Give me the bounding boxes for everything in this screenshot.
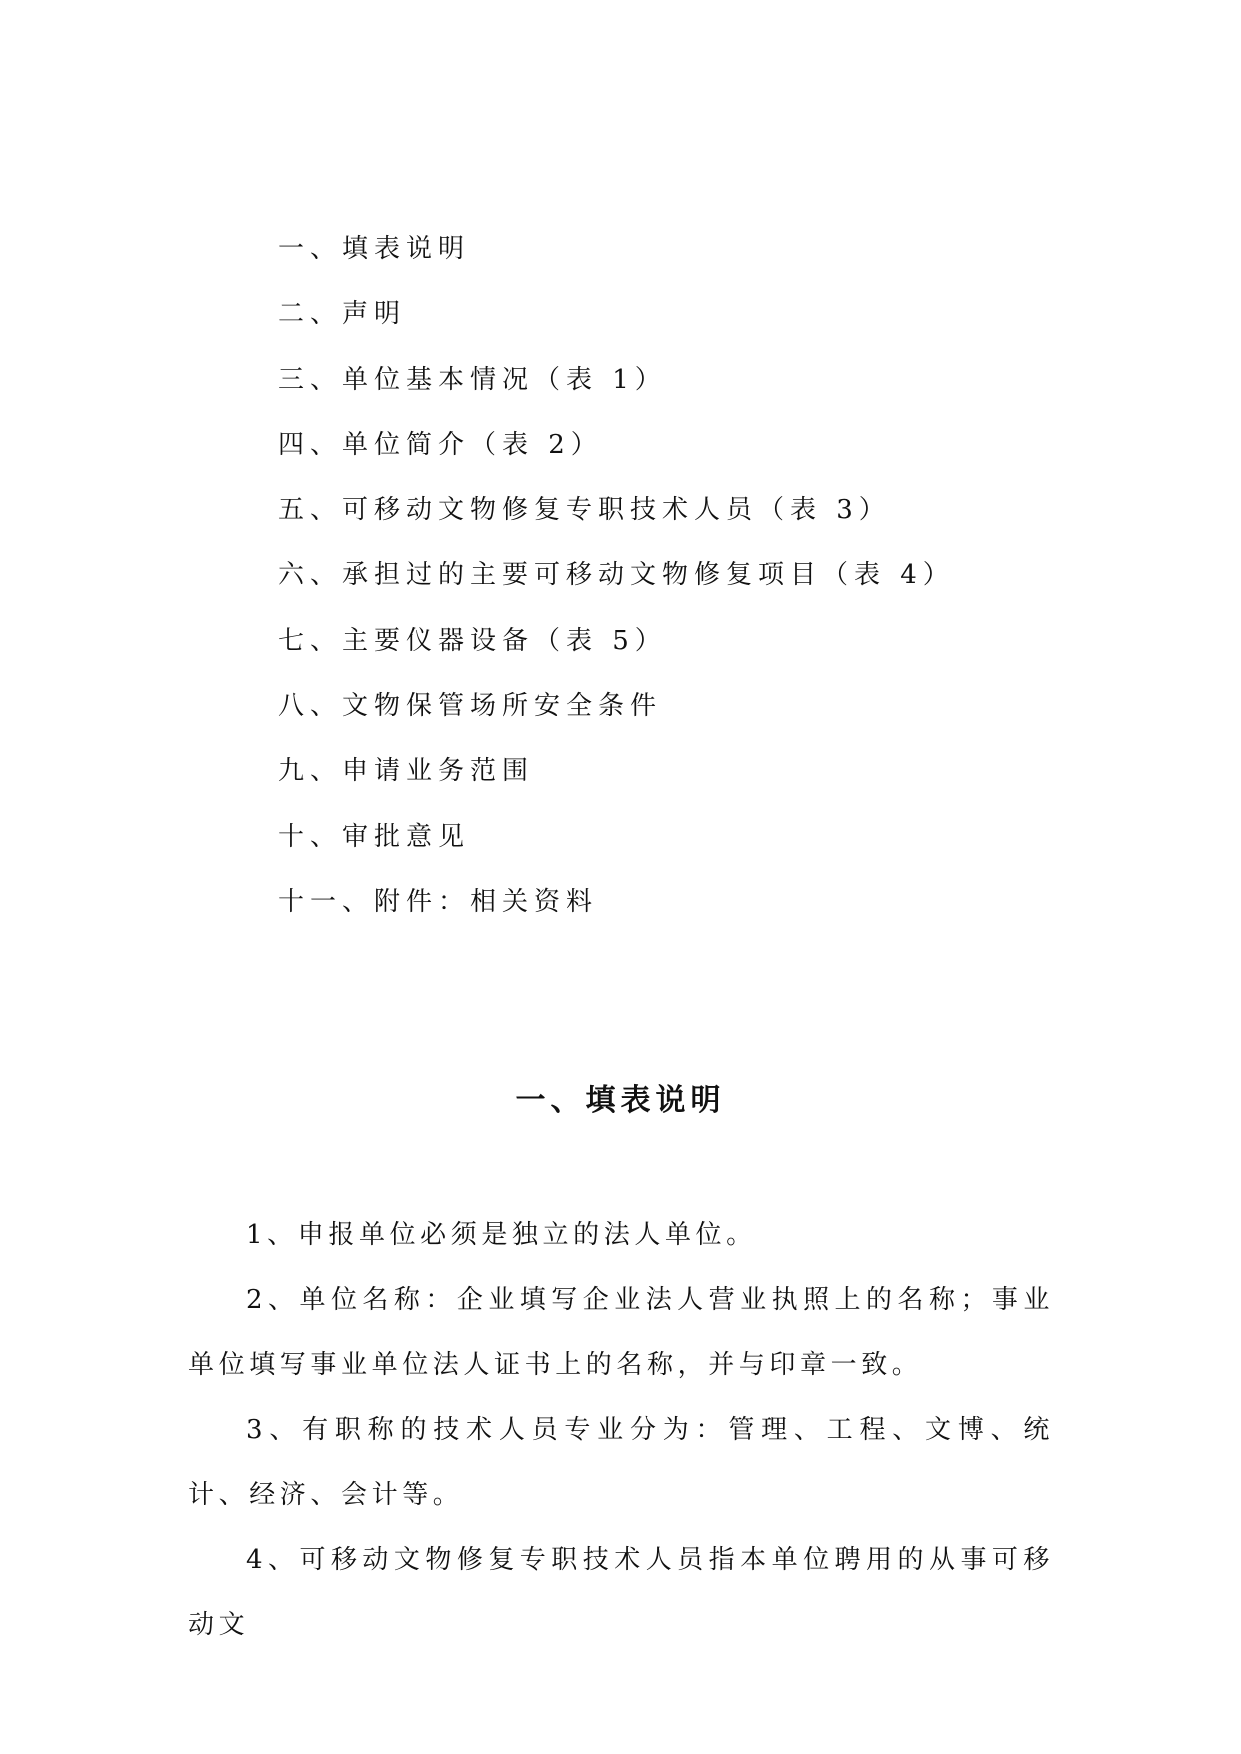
toc-item: 八、文物保管场所安全条件 [278, 691, 663, 722]
toc-item: 十、审批意见 [278, 821, 471, 852]
toc-item: 六、承担过的主要可移动文物修复项目（表 4） [278, 560, 955, 591]
toc-item: 四、单位简介（表 2） [278, 429, 603, 460]
toc-item: 十一、附件：相关资料 [278, 886, 599, 917]
toc-item: 九、申请业务范围 [278, 756, 535, 787]
toc-item: 七、主要仪器设备（表 5） [278, 625, 667, 656]
toc-item: 二、声明 [278, 299, 407, 330]
section-title: 一、填表说明 [515, 1083, 726, 1118]
toc-item: 一、填表说明 [278, 234, 471, 264]
instruction-paragraph: 4、可移动文物修复专职技术人员指本单位聘用的从事可移动文 [188, 1545, 1054, 1640]
table-of-contents [278, 228, 955, 946]
toc-item: 五、可移动文物修复专职技术人员（表 3） [278, 495, 891, 526]
instructions-body [188, 1203, 1054, 1658]
instruction-paragraph: 2、单位名称：企业填写企业法人营业执照上的名称；事业单位填写事业单位法人证书上的名称，并与印章一致。 [188, 1285, 1054, 1380]
instruction-paragraph: 3、有职称的技术人员专业分为：管理、工程、文博、统计、经济、会计等。 [188, 1415, 1054, 1510]
instruction-paragraph: 1、申报单位必须是独立的法人单位。 [246, 1220, 757, 1250]
toc-item: 三、单位基本情况（表 1） [278, 364, 667, 395]
